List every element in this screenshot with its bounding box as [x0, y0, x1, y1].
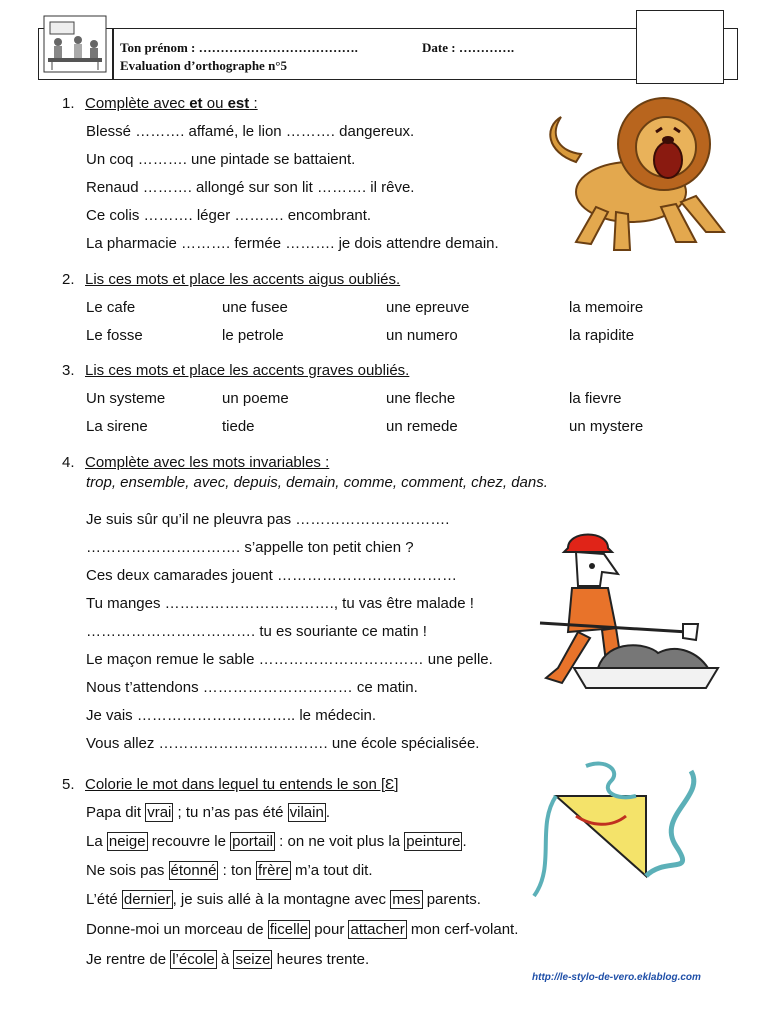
q5-boxed-word: dernier	[123, 891, 171, 908]
q5-text: Ne sois pas	[86, 862, 169, 879]
q5-text: : ton	[218, 862, 256, 879]
grade-box	[636, 10, 724, 84]
q4-title: Complète avec les mots invariables :	[85, 454, 330, 471]
q1-line: Ce colis ………. léger ………. encombrant.	[86, 207, 372, 224]
q2-word: une epreuve	[386, 299, 470, 316]
q5-sentence	[86, 833, 467, 850]
q1-word-est: est	[227, 95, 250, 112]
q2-word: Le fosse	[86, 327, 143, 344]
q4-line: Ces deux camarades jouent ………………………………	[86, 567, 457, 584]
q2-title: Lis ces mots et place les accents aigus oubliés.	[85, 271, 401, 288]
q5-boxed-word: étonné	[170, 862, 217, 879]
evaluation-subtitle: Evaluation d’orthographe n°5	[120, 58, 288, 73]
q3-word: une fleche	[386, 390, 456, 407]
q5-boxed-word: l’école	[172, 951, 215, 968]
footer-url[interactable]: http://le-stylo-de-vero.eklablog.com	[532, 972, 701, 983]
q5-sentence	[86, 804, 330, 821]
q3-word: un poeme	[222, 390, 289, 407]
q5-text: pour	[310, 921, 349, 938]
q5-text: parents.	[422, 891, 481, 908]
q5-boxed-word: frère	[257, 862, 289, 879]
q5-text: m’a tout dit.	[290, 862, 373, 879]
q5-text: L’été	[86, 891, 122, 908]
q1-line: Un coq ………. une pintade se battaient.	[86, 151, 356, 168]
q5-text: heures trente.	[272, 951, 370, 968]
q1-title	[85, 95, 258, 112]
q5-text: , je suis allé à la montagne avec	[172, 891, 391, 908]
q5-boxed-word: mes	[392, 891, 421, 908]
q5-text: mon cerf-volant.	[406, 921, 519, 938]
kite-illustration	[526, 756, 726, 906]
q1-line: Blessé ………. affamé, le lion ………. dangereux.	[86, 123, 415, 140]
q1-word-et: et	[189, 95, 203, 112]
q4-line: Nous t’attendons ………………………… ce matin.	[86, 679, 418, 696]
q5-text: La	[86, 833, 107, 850]
q5-boxed-word: vrai	[147, 804, 172, 821]
q5-number: 5.	[62, 776, 75, 793]
classroom-illustration	[42, 14, 108, 74]
q3-word: Un systeme	[86, 390, 166, 407]
q5-boxed-word: peinture	[406, 833, 461, 850]
q5-sentence	[86, 862, 373, 879]
q5-sentence	[86, 921, 518, 938]
q5-boxed-word: seize	[235, 951, 271, 968]
q1-title-colon: :	[249, 95, 258, 112]
q5-text: ; tu n’as pas été	[173, 804, 288, 821]
q2-number: 2.	[62, 271, 75, 288]
q4-word-bank: trop, ensemble, avec, depuis, demain, comme, comment, chez, dans.	[86, 474, 548, 491]
q1-line: Renaud ………. allongé sur son lit ………. il rêve.	[86, 179, 415, 196]
mason-illustration	[538, 528, 723, 690]
q4-line: …………………………. s’appelle ton petit chien ?	[86, 539, 414, 556]
q3-word: La sirene	[86, 418, 148, 435]
q3-title: Lis ces mots et place les accents graves oubliés.	[85, 362, 410, 379]
q5-text: à	[216, 951, 234, 968]
q5-text: .	[462, 833, 467, 850]
q2-word: Le cafe	[86, 299, 136, 316]
date-field-label: Date : ………….	[422, 40, 515, 55]
q5-boxed-word: attacher	[350, 921, 405, 938]
q5-boxed-word: ficelle	[269, 921, 309, 938]
q2-word: le petrole	[222, 327, 284, 344]
lion-illustration	[536, 92, 726, 257]
q5-text: .	[325, 804, 330, 821]
q4-line: ……………………………. tu es souriante ce matin !	[86, 623, 427, 640]
q5-boxed-word: neige	[108, 833, 146, 850]
q5-title: Colorie le mot dans lequel tu entends le son [Ɛ]	[85, 776, 399, 793]
q3-word: tiede	[222, 418, 255, 435]
q4-line: Je suis sûr qu’il ne pleuvra pas ………………………….	[86, 511, 450, 528]
q2-word: un numero	[386, 327, 458, 344]
q5-sentence	[86, 891, 481, 908]
q4-line: Tu manges ……………………………., tu vas être malade !	[86, 595, 474, 612]
q5-text: Je rentre de	[86, 951, 171, 968]
q3-word: un remede	[386, 418, 458, 435]
q2-word: la rapidite	[569, 327, 635, 344]
header-divider	[112, 28, 114, 80]
q4-line: Le maçon remue le sable …………………………… une pelle.	[86, 651, 493, 668]
q4-line: Je vais ………………………….. le médecin.	[86, 707, 377, 724]
name-field-label: Ton prénom : ……………………………….	[120, 40, 358, 55]
q2-word: la memoire	[569, 299, 644, 316]
q5-text: recouvre le	[147, 833, 231, 850]
q5-sentence	[86, 951, 369, 968]
q5-text: : on ne voit plus la	[274, 833, 405, 850]
q5-text: Donne-moi un morceau de	[86, 921, 268, 938]
q1-number: 1.	[62, 95, 75, 112]
q4-number: 4.	[62, 454, 75, 471]
q1-line: La pharmacie ………. fermée ………. je dois attendre demain.	[86, 235, 499, 252]
q1-title-text: Complète avec	[85, 95, 190, 112]
q5-text: Papa dit	[86, 804, 146, 821]
q4-line: Vous allez ……………………………. une école spécialisée.	[86, 735, 480, 752]
q1-title-or: ou	[202, 95, 228, 112]
q3-word: un mystere	[569, 418, 644, 435]
q2-word: une fusee	[222, 299, 288, 316]
q3-number: 3.	[62, 362, 75, 379]
q3-word: la fievre	[569, 390, 622, 407]
q5-boxed-word: portail	[232, 833, 273, 850]
q5-boxed-word: vilain	[289, 804, 324, 821]
